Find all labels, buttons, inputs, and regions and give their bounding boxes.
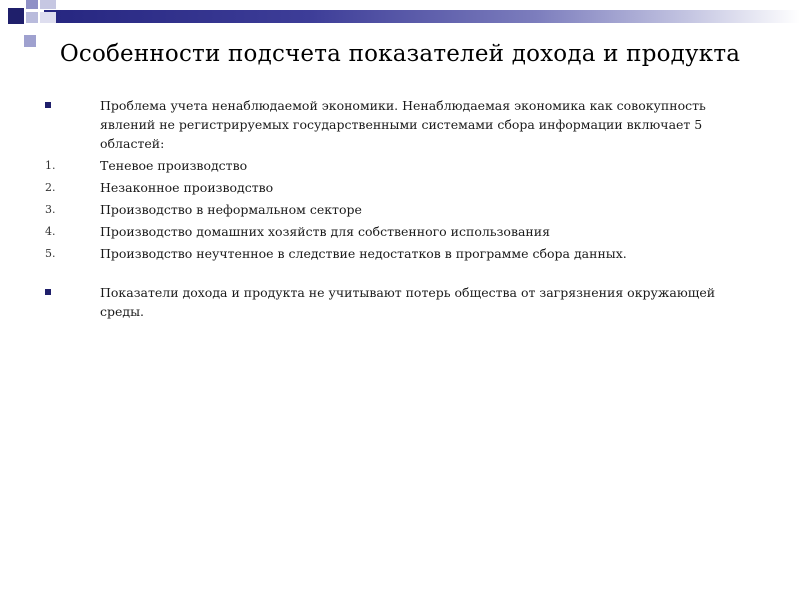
list-number: 1. (45, 159, 56, 172)
slide-title: Особенности подсчета показателей дохода и продукта (59, 41, 741, 67)
list-item (0, 178, 800, 197)
list-item (0, 244, 800, 263)
list-item-text: Теневое производство (100, 158, 248, 173)
list-item (0, 156, 800, 175)
slide-content (0, 96, 800, 321)
list-number: 2. (45, 181, 56, 194)
list-item (0, 222, 800, 241)
list-item (0, 200, 800, 219)
square-bullet-icon (45, 102, 51, 108)
list-number: 5. (45, 247, 56, 260)
decor-square (40, 0, 56, 9)
decor-square (26, 12, 38, 23)
conclusion-text: Показатели дохода и продукта не учитывают потерь общества от загрязнения окружающей среды. (100, 285, 716, 319)
spacer (0, 266, 800, 283)
list-number: 4. (45, 225, 56, 238)
list-item-text: Производство неучтенное в следствие недостатков в программе сбора данных. (100, 246, 627, 261)
list-item-text: Производство в неформальном секторе (100, 202, 362, 217)
decor-square (40, 12, 56, 23)
decor-square (8, 8, 24, 24)
header-gradient-band (44, 10, 800, 23)
list-item-text: Незаконное производство (100, 180, 274, 195)
bullet-item-conclusion (0, 283, 800, 321)
decor-square (26, 0, 38, 9)
square-bullet-icon (45, 289, 51, 295)
intro-text: Проблема учета ненаблюдаемой экономики. Ненаблюдаемая экономика как совокупность явлений не регистрируемых государственными системами сбора информации включает 5 областей: (100, 98, 706, 151)
list-number: 3. (45, 203, 56, 216)
bullet-item-intro (0, 96, 800, 153)
list-item-text: Производство домашних хозяйств для собственного использования (100, 224, 550, 239)
